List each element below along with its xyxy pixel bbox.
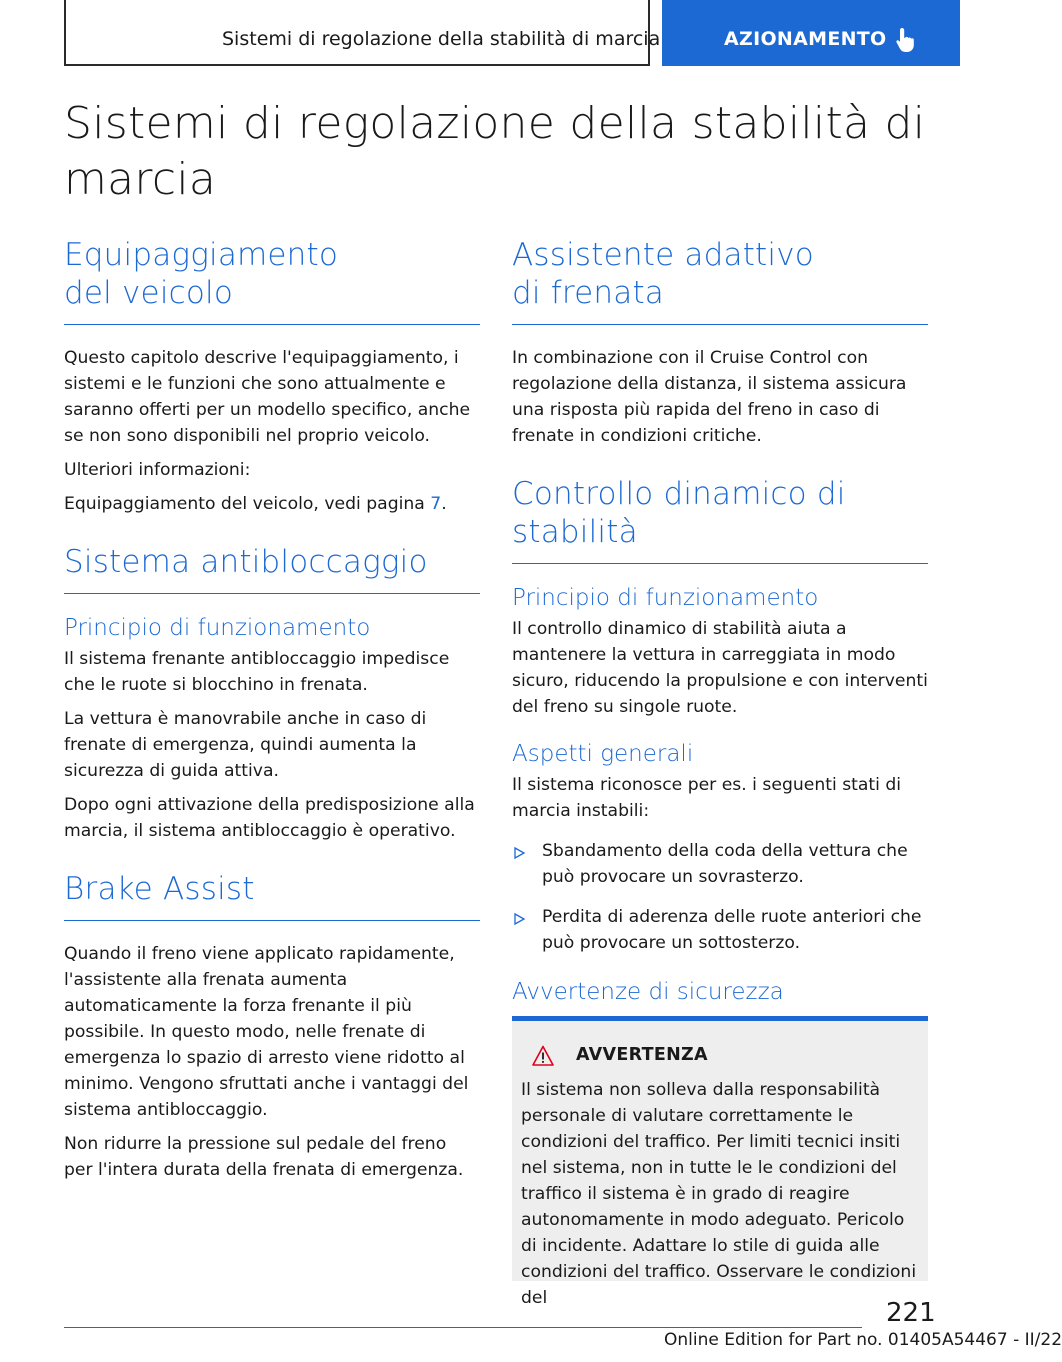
warning-box [512,1016,928,1308]
heading-dsc: Controllo dinamico di stabilità [512,476,846,550]
footer-rule [64,1327,862,1328]
hand-pointer-icon [893,26,921,54]
paragraph: Il controllo dinamico di stabilità aiuta a mantenere la vettura in carreggiata in modo sicuro, riducendo la propulsione e con interventi del freno su singole ruote. [512,619,928,717]
page-number: 221 [886,1298,936,1328]
triangle-bullet-icon [514,913,525,925]
warning-triangle-icon [532,1045,554,1067]
paragraph: Dopo ogni attivazione della predisposizione alla marcia, il sistema antibloccaggio è operativo. [64,795,475,841]
heading-rule [64,324,480,325]
right-column [512,236,928,1006]
paragraph: La vettura è manovrabile anche in caso di frenate di emergenza, quindi aumenta la sicurezza di guida attiva. [64,709,427,781]
subheading-principle: Principio di funzionamento [512,585,819,611]
paragraph: Il sistema riconosce per es. i seguenti stati di marcia instabili: [512,775,902,821]
heading-rule [64,593,480,594]
paragraph: Questo capitolo descrive l'equipaggiamento, i sistemi e le funzioni che sono attualmente e saranno offerti per un modello specifico, anche se non sono disponibili nel proprio veicolo. [64,348,471,446]
subheading-safety: Avvertenze di sicurezza [512,979,784,1005]
chapter-title: Sistemi di regolazione della stabilità di marcia [222,28,661,50]
paragraph-see-page: Equipaggiamento del veicolo, vedi pagina 7. [64,494,447,514]
paragraph: Il sistema frenante antibloccaggio impedisce che le ruote si blocchino in frenata. [64,649,450,695]
page-link[interactable]: 7 [430,494,442,514]
section-label[interactable]: AZIONAMENTO [724,28,887,50]
heading-rule [512,324,928,325]
subheading-principle: Principio di funzionamento [64,615,371,641]
heading-adaptive-brake: Assistente adattivo di frenata [512,237,814,311]
paragraph: Quando il freno viene applicato rapidamente, l'assistente alla frenata aumenta automaticamente la forza frenante il più possibile. In questo modo, nelle frenate di emergenza lo spazio di arresto viene ridotto al minimo. Vengono sfruttati anche i vantaggi del sistema antibloccaggio. [64,944,469,1120]
bullet-list [512,838,928,956]
paragraph: In combinazione con il Cruise Control con regolazione della distanza, il sistema assicura una risposta più rapida del freno in caso di frenate in condizioni critiche. [512,348,907,446]
page-title: Sistemi di regolazione della stabilità di marcia [64,98,926,205]
heading-abs: Sistema antibloccaggio [64,544,428,580]
heading-rule [64,920,480,921]
footer-edition: Online Edition for Part no. 01405A54467 - II/22 [664,1330,1062,1350]
subheading-general: Aspetti generali [512,741,694,767]
heading-rule [512,563,928,564]
heading-equipment: Equipaggiamento del veicolo [64,237,339,311]
list-item: Perdita di aderenza delle ruote anteriori che può provocare un sottosterzo. [512,904,928,956]
left-column [64,236,480,1183]
warning-title: AVVERTENZA [576,1045,708,1065]
paragraph: Ulteriori informazioni: [64,460,251,480]
warning-text: Il sistema non solleva dalla responsabilità personale di valutare correttamente le condizioni del traffico. Per limiti tecnici insiti nel sistema, non in tutte le le condizioni del traffico il sistema è in grado di reagire autonomamente in modo adeguato. Pericolo di incidente. Adattare lo stile di guida alle condizioni del traffico. Osservare le condizioni del [521,1080,917,1308]
heading-brake-assist: Brake Assist [64,871,255,907]
triangle-bullet-icon [514,847,525,859]
list-item: Sbandamento della coda della vettura che può provocare un sovrasterzo. [512,838,928,890]
paragraph: Non ridurre la pressione sul pedale del freno per l'intera durata della frenata di emergenza. [64,1134,464,1180]
